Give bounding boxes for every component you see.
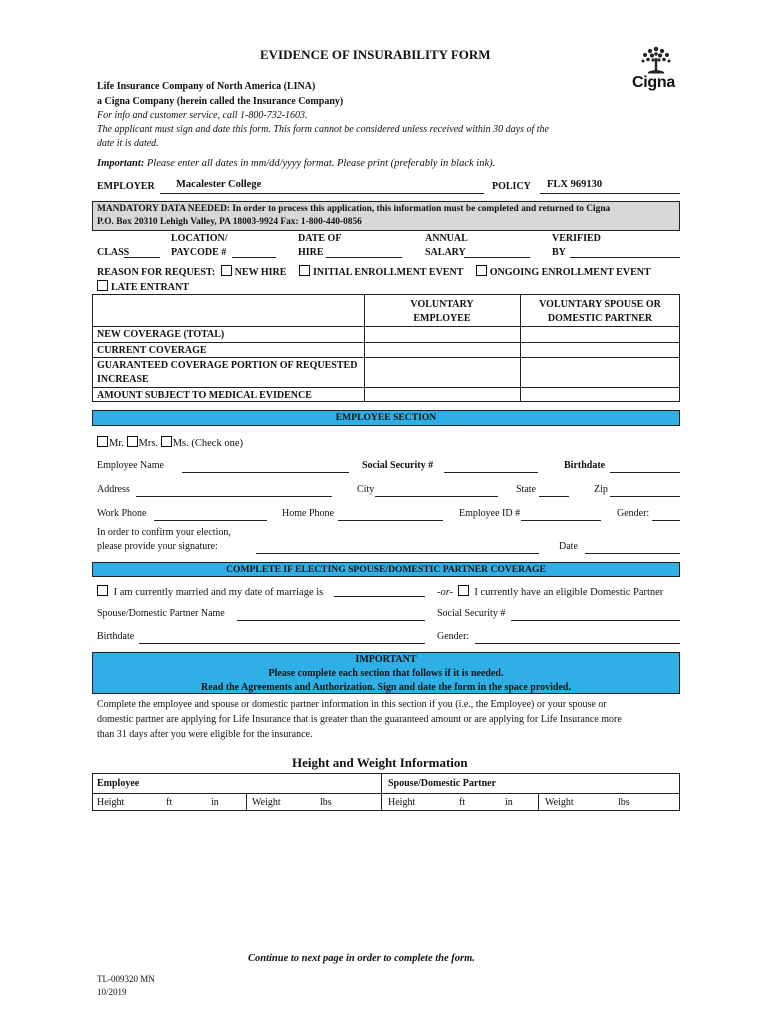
- employee-name-label: Employee Name: [97, 460, 164, 471]
- height-weight-title: Height and Weight Information: [292, 755, 468, 770]
- hire-label-2: HIRE: [298, 247, 324, 258]
- emp-weight-label: Weight: [252, 797, 281, 808]
- mandatory-line-2: P.O. Box 20310 Lehigh Valley, PA 18003-9924 Fax: 1-800-440-0856: [97, 217, 362, 227]
- mr-label: Mr.: [109, 438, 124, 449]
- home-phone-field[interactable]: [338, 520, 443, 521]
- important-heading: IMPORTANT: [355, 654, 417, 665]
- tree-of-life-icon: [634, 44, 678, 78]
- col-spouse-line-2: DOMESTIC PARTNER: [547, 313, 653, 324]
- reason-label: REASON FOR REQUEST:: [97, 267, 216, 278]
- sign-note-2: date it is dated.: [97, 138, 159, 149]
- col-spouse-line-1: VOLUNTARY SPOUSE OR: [539, 299, 661, 310]
- hw-employee-label: Employee: [97, 778, 140, 789]
- address-field[interactable]: [136, 496, 332, 497]
- verified-field[interactable]: [570, 257, 680, 258]
- voluntary-employee-header: [364, 298, 520, 326]
- form-title: EVIDENCE OF INSURABILITY FORM: [260, 47, 491, 62]
- reason-row: [97, 265, 651, 278]
- mandatory-line-1: MANDATORY DATA NEEDED: In order to process this application, this information must be completed and returned to Cigna: [97, 204, 611, 214]
- spouse-gender-field[interactable]: [475, 643, 680, 644]
- ms-label: Ms.: [172, 438, 189, 449]
- sp-in-label: in: [505, 797, 513, 808]
- domestic-partner-label: I currently have an eligible Domestic Partner: [474, 587, 664, 598]
- hire-label-1: DATE OF: [298, 233, 342, 244]
- spouse-birthdate-field[interactable]: [139, 643, 425, 644]
- mrs-checkbox[interactable]: [127, 436, 138, 447]
- mr-checkbox[interactable]: [97, 436, 108, 447]
- policy-label: POLICY: [492, 181, 531, 192]
- verified-label-1: VERIFIED: [552, 233, 601, 244]
- instructions-line-1: Complete the employee and spouse or domestic partner information in this section if you (i.e., the Employee) or your spouse or: [97, 699, 607, 710]
- domestic-row: [437, 585, 663, 598]
- hw-center-divider: [381, 773, 382, 811]
- spouse-ssn-field[interactable]: [511, 620, 680, 621]
- instructions-line-3: than 31 days after you were eligible for the insurance.: [97, 729, 313, 740]
- married-checkbox[interactable]: [97, 585, 108, 596]
- important-text: Please enter all dates in mm/dd/yyyy format. Please print (preferably in black ink).: [146, 158, 496, 169]
- employee-id-label: Employee ID #: [459, 508, 521, 519]
- state-field[interactable]: [539, 496, 569, 497]
- row-amount-medical: AMOUNT SUBJECT TO MEDICAL EVIDENCE: [97, 390, 312, 401]
- info-line: For info and customer service, call 1-800-732-1603.: [97, 110, 308, 121]
- sign-date-field[interactable]: [585, 553, 680, 554]
- ongoing-enrollment-label: ONGOING ENROLLMENT EVENT: [489, 267, 651, 278]
- spouse-ssn-label: Social Security #: [437, 608, 506, 619]
- domestic-partner-checkbox[interactable]: [458, 585, 469, 596]
- policy-value: FLX 969130: [547, 179, 603, 190]
- class-field[interactable]: [124, 257, 160, 258]
- gender-field[interactable]: [652, 520, 680, 521]
- class-label: CLASS: [97, 247, 130, 258]
- new-hire-label: NEW HIRE: [234, 267, 287, 278]
- form-date: 10/2019: [97, 987, 127, 997]
- continue-note: Continue to next page in order to complete the form.: [248, 953, 475, 964]
- instructions-line-2: domestic partner are applying for Life Insurance that is greater than the guaranteed amount or are applying for Life Insurance more: [97, 714, 622, 725]
- home-phone-label: Home Phone: [282, 508, 334, 519]
- hw-emp-weight-divider: [246, 793, 247, 811]
- late-entrant-label: LATE ENTRANT: [111, 282, 189, 293]
- spouse-section-header: COMPLETE IF ELECTING SPOUSE/DOMESTIC PARTNER COVERAGE: [92, 562, 680, 577]
- city-label: City: [357, 484, 375, 495]
- hire-date-field[interactable]: [326, 257, 402, 258]
- spouse-gender-label: Gender:: [437, 631, 470, 642]
- important-line-3: Read the Agreements and Authorization. Sign and date the form in the space provided.: [201, 682, 571, 693]
- salary-field[interactable]: [464, 257, 530, 258]
- verified-label-2: BY: [552, 247, 566, 258]
- height-weight-table: [92, 773, 680, 811]
- instructions: [97, 697, 622, 742]
- new-hire-checkbox[interactable]: [221, 265, 232, 276]
- row-current-coverage: CURRENT COVERAGE: [97, 345, 207, 356]
- spouse-birthdate-label: Birthdate: [97, 631, 135, 642]
- ssn-field[interactable]: [444, 472, 538, 473]
- spouse-name-field[interactable]: [237, 620, 425, 621]
- employee-section-header: EMPLOYEE SECTION: [92, 410, 680, 426]
- important-note: [97, 158, 495, 169]
- employee-name-field[interactable]: [182, 472, 349, 473]
- cigna-logo: [632, 44, 682, 91]
- sp-height-label: Height: [388, 797, 416, 808]
- ongoing-enrollment-checkbox[interactable]: [476, 265, 487, 276]
- initial-enrollment-label: INITIAL ENROLLMENT EVENT: [312, 267, 464, 278]
- hw-row-divider: [92, 793, 680, 794]
- emp-height-label: Height: [97, 797, 125, 808]
- sp-ft-label: ft: [459, 797, 466, 808]
- employer-label: EMPLOYER: [97, 181, 155, 192]
- emp-ft-label: ft: [166, 797, 173, 808]
- birthdate-field[interactable]: [610, 472, 680, 473]
- logo-text: Cigna: [632, 74, 675, 91]
- important-label: Important:: [97, 158, 145, 169]
- confirm-line-2: please provide your signature:: [97, 541, 218, 552]
- coverage-row-line-2: [92, 342, 680, 343]
- row-increase: INCREASE: [97, 374, 149, 385]
- form-code: TL-009320 MN: [97, 974, 155, 984]
- birthdate-label: Birthdate: [564, 460, 606, 471]
- ssn-label: Social Security #: [362, 460, 434, 471]
- address-label: Address: [97, 484, 130, 495]
- signature-field[interactable]: [256, 553, 539, 554]
- important-line-2: Please complete each section that follows if it is needed.: [268, 668, 504, 679]
- salary-label-1: ANNUAL: [425, 233, 468, 244]
- sign-date-label: Date: [559, 541, 578, 552]
- initial-enrollment-checkbox[interactable]: [299, 265, 310, 276]
- marriage-date-field[interactable]: [334, 596, 425, 597]
- row-guaranteed-coverage: GUARANTEED COVERAGE PORTION OF REQUESTED: [97, 360, 358, 371]
- zip-label: Zip: [594, 484, 608, 495]
- coverage-row-line-1: [92, 326, 680, 327]
- policy-field[interactable]: [540, 193, 680, 194]
- work-phone-field[interactable]: [154, 520, 267, 521]
- zip-field[interactable]: [610, 496, 680, 497]
- company-line-1: Life Insurance Company of North America (LINA): [97, 81, 316, 92]
- city-field[interactable]: [375, 496, 498, 497]
- check-one-label: (Check one): [191, 438, 243, 449]
- coverage-row-line-4: [92, 387, 680, 388]
- married-row: [97, 585, 323, 598]
- voluntary-spouse-header: [520, 298, 680, 326]
- col-employee-line-2: EMPLOYEE: [413, 313, 471, 324]
- hw-sp-weight-divider: [538, 793, 539, 811]
- salary-label-2: SALARY: [425, 247, 466, 258]
- company-line-2: a Cigna Company (herein called the Insurance Company): [97, 96, 344, 107]
- emp-lbs-label: lbs: [320, 797, 332, 808]
- late-entrant-checkbox[interactable]: [97, 280, 108, 291]
- sp-lbs-label: lbs: [618, 797, 630, 808]
- paycode-field[interactable]: [232, 257, 276, 258]
- mrs-label: Mrs.: [138, 438, 159, 449]
- location-label-2: PAYCODE #: [171, 247, 227, 258]
- spouse-name-label: Spouse/Domestic Partner Name: [97, 608, 225, 619]
- employer-value: Macalester College: [176, 179, 262, 190]
- sp-weight-label: Weight: [545, 797, 574, 808]
- salutation-row: [97, 436, 243, 449]
- sign-note-1: The applicant must sign and date this form. This form cannot be considered unless received within 30 days of the: [97, 124, 549, 135]
- emp-in-label: in: [211, 797, 219, 808]
- late-entrant-row: [97, 280, 189, 293]
- important-box: [92, 652, 680, 694]
- work-phone-label: Work Phone: [97, 508, 147, 519]
- location-label-1: LOCATION/: [171, 233, 228, 244]
- col-employee-line-1: VOLUNTARY: [410, 299, 474, 310]
- gender-label: Gender:: [617, 508, 650, 519]
- state-label: State: [516, 484, 536, 495]
- hw-spouse-label: Spouse/Domestic Partner: [388, 778, 497, 789]
- coverage-row-line-3: [92, 357, 680, 358]
- row-new-coverage: NEW COVERAGE (TOTAL): [97, 329, 225, 340]
- ms-checkbox[interactable]: [161, 436, 172, 447]
- confirm-line-1: In order to confirm your election,: [97, 527, 231, 538]
- or-label: -or-: [437, 587, 454, 598]
- married-label: I am currently married and my date of marriage is: [113, 587, 324, 598]
- employer-field[interactable]: [160, 193, 484, 194]
- employee-id-field[interactable]: [521, 520, 601, 521]
